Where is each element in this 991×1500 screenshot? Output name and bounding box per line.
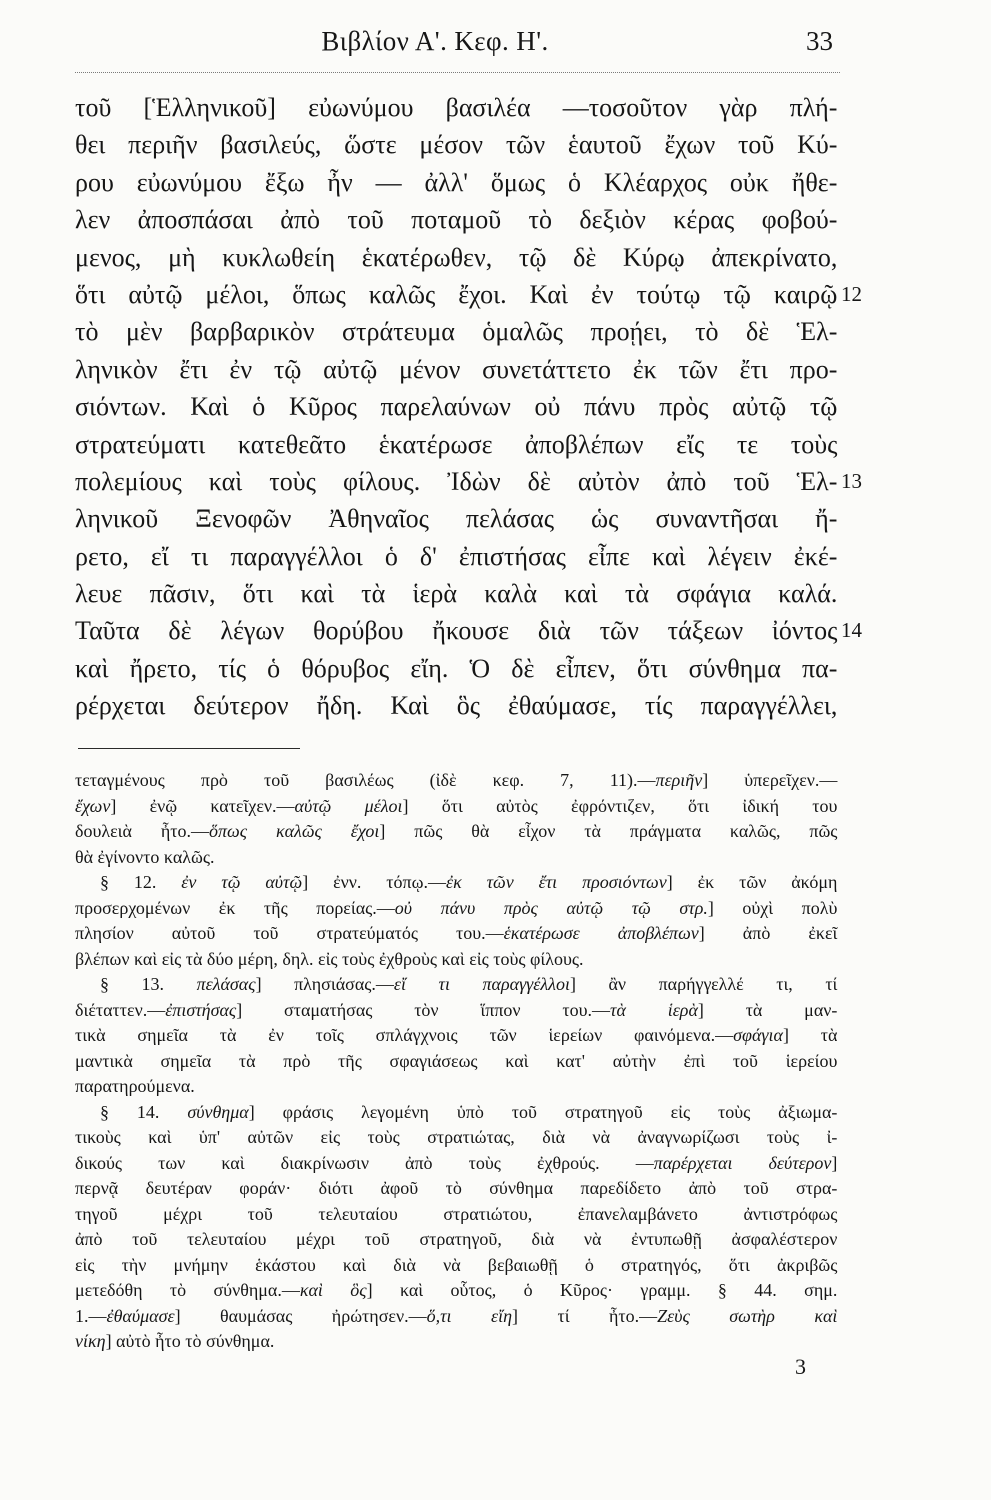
text-line <box>75 575 838 612</box>
text-line-content: μενος, μὴ κυκλωθείη ἑκατέρωθεν, τῷ δὲ Κύρῳ ἀπεκρίνατο, <box>75 242 838 272</box>
footnote-lemma: ὅπως καλῶς ἔχοι <box>209 821 380 841</box>
footnote-line <box>75 947 838 973</box>
footnote-line-content <box>75 898 837 918</box>
section-number: 13 <box>841 468 862 493</box>
footnote-line <box>75 998 838 1024</box>
footnote-text: εἰς τὴν μνήμην ἑκάστου καὶ διὰ νὰ βεβαιωθῇ ὁ στρατηγός, ὅτι ἀκριβῶς <box>75 1254 838 1275</box>
footnote-text: ] ἀπὸ ἐκεῖ <box>698 923 838 943</box>
footnote-line <box>75 896 838 922</box>
text-line-content: ρετο, εἴ τι παραγγέλλοι ὁ δ' ἐπιστήσας εἶπε καὶ λέγειν ἐκέ- <box>75 541 838 571</box>
text-line-content: τοῦ [Ἑλληνικοῦ] εὐωνύμου βασιλέα —τοσοῦτον γὰρ πλή- <box>75 93 838 122</box>
signature-mark: 3 <box>795 1354 806 1379</box>
footnote-text: 1.— <box>75 1305 107 1326</box>
text-line <box>75 201 838 238</box>
text-line <box>75 313 838 350</box>
footnotes <box>75 768 838 1355</box>
footnote-text: § 12. <box>100 872 182 892</box>
footnote-text: ] ἐκ τῶν ἀκόμη <box>666 872 838 892</box>
footnote-text: ] τί ἦτο.— <box>512 1305 658 1326</box>
footnote-line-content <box>75 1051 837 1071</box>
footnote-text: δικούς των καὶ διακρίνωσιν ἀπὸ τοὺς ἐχθρούς. — <box>75 1152 654 1173</box>
footnote-line <box>75 794 838 820</box>
text-line-content: λευε πᾶσιν, ὅτι καὶ τὰ ἱερὰ καλὰ καὶ τὰ σφάγια καλά. <box>75 579 838 609</box>
footnote-text: μετεδόθη τὸ σύνθημα.— <box>75 1280 300 1300</box>
text-line <box>75 538 838 575</box>
footnote-line <box>75 1074 838 1100</box>
page-number: 33 <box>806 26 833 56</box>
footnote-text: ] ἂν παρήγγελλέ τι, τί <box>569 974 838 994</box>
footnote-lemma: σύνθημα <box>187 1101 249 1122</box>
footnote-text: προσερχομένων ἐκ τῆς πορείας.— <box>75 897 395 918</box>
footnote-text: διέταττεν.— <box>75 999 166 1020</box>
footnote-text: θὰ ἐγίνοντο καλῶς. <box>75 846 215 867</box>
footnote-lemma: ἐκ τῶν ἔτι προσιόντων <box>445 872 667 892</box>
footnote-line <box>75 1253 838 1279</box>
text-line <box>75 126 838 163</box>
footnote-text: τηγοῦ μέχρι τοῦ τελευταίου στρατιώτου, ἐπανελαμβάνετο ἀντιστρόφως <box>75 1203 838 1224</box>
footnote-line <box>75 1227 838 1253</box>
text-line-content: στρατεύματι κατεθεᾶτο ἑκατέρωσε ἀποβλέπων εἴς τε τοὺς <box>75 429 838 459</box>
footnote-text: βλέπων καὶ εἰς τὰ δύο μέρη, δηλ. εἰς τοὺς ἐχθροὺς καὶ εἰς τοὺς φίλους. <box>75 948 584 969</box>
footnote-text: ] αὐτὸ ἦτο τὸ σύνθημα. <box>105 1331 275 1351</box>
text-line <box>75 388 838 425</box>
footnote-line-content <box>75 1076 195 1096</box>
text-line-content: ληνικοῦ Ξενοφῶν Ἀθηναῖος πελάσας ὡς συναντῆσαι ἤ- <box>75 504 838 534</box>
footnote-line-content <box>75 1025 837 1045</box>
footnote-text: ] ἐνῷ κατεῖχεν.— <box>110 795 295 816</box>
text-line <box>75 463 862 500</box>
footnote-line <box>75 870 838 896</box>
footnote-text: § 13. <box>100 974 197 994</box>
footnote-line-content <box>75 1204 837 1224</box>
text-line-content: πολεμίους καὶ τοὺς φίλους. Ἰδὼν δὲ αὐτὸν ἀπὸ τοῦ Ἑλ- <box>75 466 838 496</box>
text-line-content: ρέρχεται δεύτερον ἤδη. Καὶ ὃς ἐθαύμασε, τίς παραγγέλλει, <box>75 691 838 721</box>
text-line-content: σιόντων. Καὶ ὁ Κῦρος παρελαύνων οὐ πάνυ πρὸς αὐτῷ τῷ <box>75 392 838 422</box>
text-line-content: καὶ ἤρετο, τίς ὁ θόρυβος εἴη. Ὁ δὲ εἶπεν, ὅτι σύνθημα πα- <box>75 653 838 683</box>
text-line <box>75 650 838 687</box>
footnote-lemma: ἐθαύμασε <box>106 1305 175 1326</box>
section-number: 14 <box>841 618 862 643</box>
header-rule <box>75 72 840 73</box>
section-number: 12 <box>841 281 862 306</box>
footnote-lemma: πελάσας <box>196 974 256 994</box>
footnote-lemma: ἔχων <box>75 795 111 816</box>
footnote-lemma: αὐτῷ μέλοι <box>294 795 403 816</box>
footnote-line <box>75 819 838 845</box>
text-line <box>75 164 838 201</box>
footnote-text: περνᾷ δευτέραν φοράν· διότι ἀφοῦ τὸ σύνθημα παρεδίδετο ἀπὸ τοῦ στρα- <box>75 1178 838 1198</box>
text-line <box>75 426 838 463</box>
footnote-line <box>75 1176 838 1202</box>
footnote-line-content <box>75 770 837 790</box>
footnote-line-content <box>75 949 584 969</box>
footnote-line-content <box>75 821 837 841</box>
footnote-line-content <box>100 1102 837 1122</box>
footnote-line <box>75 1304 838 1330</box>
text-line <box>75 500 838 537</box>
footnote-text: τικοὺς καὶ ὑπ' αὐτῶν εἰς τοὺς στρατιώτας, διὰ νὰ ἀναγνωρίζωσι τοὺς ἰ- <box>75 1127 838 1147</box>
text-line-content: Ταῦτα δὲ λέγων θορύβου ἤκουσε διὰ τῶν τάξεων ἰόντος <box>75 616 838 646</box>
footnote-lemma: ἐπιστήσας <box>165 999 237 1020</box>
footnote-lemma: παρέρχεται δεύτερον <box>653 1152 832 1173</box>
footnote-text: ] σταματήσας τὸν ἵππον του.— <box>236 999 610 1020</box>
footnote-line-content <box>100 872 837 892</box>
text-line <box>75 687 838 724</box>
footnote-lemma: νίκη <box>75 1331 106 1351</box>
footnote-lemma: οὐ πάνυ πρὸς αὐτῷ τῷ στρ. <box>394 897 708 918</box>
text-line <box>75 276 862 313</box>
footnote-text: ] ὑπερεῖχεν.— <box>702 770 838 790</box>
footnote-text: δουλειὰ ἦτο.— <box>75 821 210 841</box>
footnote-text: ] ὅτι αὐτὸς ἐφρόντιζεν, ὅτι ἰδική του <box>402 795 838 816</box>
footnote-lemma: Ζεὺς σωτὴρ καὶ <box>657 1305 838 1326</box>
text-line <box>75 239 838 276</box>
footnote-line-content <box>100 974 837 994</box>
text-line <box>75 612 862 649</box>
text-line-content: θει περιῆν βασιλεύς, ὥστε μέσον τῶν ἑαυτοῦ ἔχων τοῦ Κύ- <box>75 130 838 160</box>
footnote-lemma: εἴ τι παραγγέλλοι <box>393 974 570 994</box>
footnote-text: πλησίον αὐτοῦ τοῦ στρατεύματός του.— <box>75 923 504 943</box>
text-line-content: ρου εὐωνύμου ἔξω ἦν — ἀλλ' ὅμως ὁ Κλέαρχος οὐκ ἤθε- <box>75 167 838 197</box>
footnote-text: ] τὰ <box>782 1025 838 1045</box>
footnote-lemma: περιῆν <box>655 770 703 790</box>
footnote-lemma: ὅ,τι εἴη <box>426 1305 513 1326</box>
footnote-text: παρατηρούμενα. <box>75 1076 195 1096</box>
footnote-text: ] πῶς θὰ εἶχον τὰ πράγματα καλῶς, πῶς <box>379 821 838 841</box>
footnote-text: ] ἐνν. τόπῳ.— <box>302 872 446 892</box>
footnote-line-content <box>75 1255 837 1275</box>
footnote-line <box>75 972 838 998</box>
footnote-line <box>75 921 838 947</box>
footnote-line <box>75 1023 838 1049</box>
footnote-text: ἀπὸ τοῦ τελευταίου μέχρι τοῦ στρατηγοῦ, διὰ νὰ ἐντυπωθῇ ἀσφαλέστερον <box>75 1229 838 1249</box>
footnote-rule <box>78 748 300 749</box>
footnote-text: τικὰ σημεῖα τὰ ἐν τοῖς σπλάγχνοις τῶν ἱερείων φαινόμενα.— <box>75 1025 734 1045</box>
footnote-line-content <box>75 1000 837 1020</box>
text-line <box>75 89 838 126</box>
footnote-line <box>75 1049 838 1075</box>
footnote-line-content <box>75 1229 837 1249</box>
main-text <box>75 89 862 725</box>
footnote-lemma: σφάγια <box>733 1025 783 1045</box>
footnote-line-content <box>75 1178 837 1198</box>
footnote-text: μαντικὰ σημεῖα τὰ πρὸ τῆς σφαγιάσεως καὶ κατ' αὐτὴν ἐπὶ τοῦ ἱερείου <box>75 1050 838 1071</box>
text-line-content: ληνικὸν ἔτι ἐν τῷ αὐτῷ μένον συνετάττετο ἐκ τῶν ἔτι προ- <box>75 354 838 384</box>
footnote-text: ] φράσις λεγομένη ὑπὸ τοῦ στρατηγοῦ εἰς τοὺς ἀξιωμα- <box>248 1101 838 1122</box>
text-line-content: ὅτι αὐτῷ μέλοι, ὅπως καλῶς ἔχοι. Καὶ ἐν τούτῳ τῷ καιρῷ <box>75 279 838 309</box>
footnote-text: ] θαυμάσας ἠρώτησεν.— <box>174 1305 427 1326</box>
footnote-lemma: καὶ ὃς <box>299 1280 367 1300</box>
text-line-content: τὸ μὲν βαρβαρικὸν στράτευμα ὁμαλῶς προῄει, τὸ δὲ Ἑλ- <box>75 317 838 347</box>
footnote-lemma: ἐν τῷ αὐτῷ <box>181 872 303 892</box>
footnote-line-content <box>75 796 837 816</box>
footnote-text: τεταγμένους πρὸ τοῦ βασιλέως (ἰδὲ κεφ. 7, 11).— <box>75 770 656 790</box>
footnote-line <box>75 1202 838 1228</box>
footnote-lemma: ἑκατέρωσε ἀποβλέπων <box>503 923 699 943</box>
footnote-lemma: τὰ ἱερὰ <box>610 999 698 1020</box>
footnote-line-content <box>75 1280 837 1300</box>
footnote-text: ] οὐχὶ πολὺ <box>707 897 838 918</box>
footnote-line <box>75 1125 838 1151</box>
footnote-line <box>75 1329 838 1355</box>
footnote-line-content <box>75 923 837 943</box>
footnote-line-content <box>75 1306 837 1326</box>
footnote-text: ] καὶ οὗτος, ὁ Κῦρος· γραμμ. § 44. σημ. <box>366 1280 838 1300</box>
footnote-line <box>75 1100 838 1126</box>
footnote-line-content <box>75 847 214 867</box>
text-line <box>75 351 838 388</box>
footnote-text: ] πλησιάσας.— <box>255 974 394 994</box>
footnote-line <box>75 1151 838 1177</box>
footnote-text: ] <box>831 1152 838 1173</box>
footnote-text: ] τὰ μαν- <box>697 999 838 1020</box>
footnote-text: § 14. <box>100 1101 188 1122</box>
footnote-line-content <box>75 1153 837 1173</box>
footnote-line <box>75 1278 838 1304</box>
running-title: Βιβλίον Α'. Κεφ. Η'. <box>321 26 549 56</box>
text-line-content: λεν ἀποσπάσαι ἀπὸ τοῦ ποταμοῦ τὸ δεξιὸν κέρας φοβού- <box>75 205 838 235</box>
footnote-line-content <box>75 1127 837 1147</box>
footnote-line <box>75 768 838 794</box>
footnote-line-content <box>75 1331 274 1351</box>
footnote-line <box>75 845 838 871</box>
